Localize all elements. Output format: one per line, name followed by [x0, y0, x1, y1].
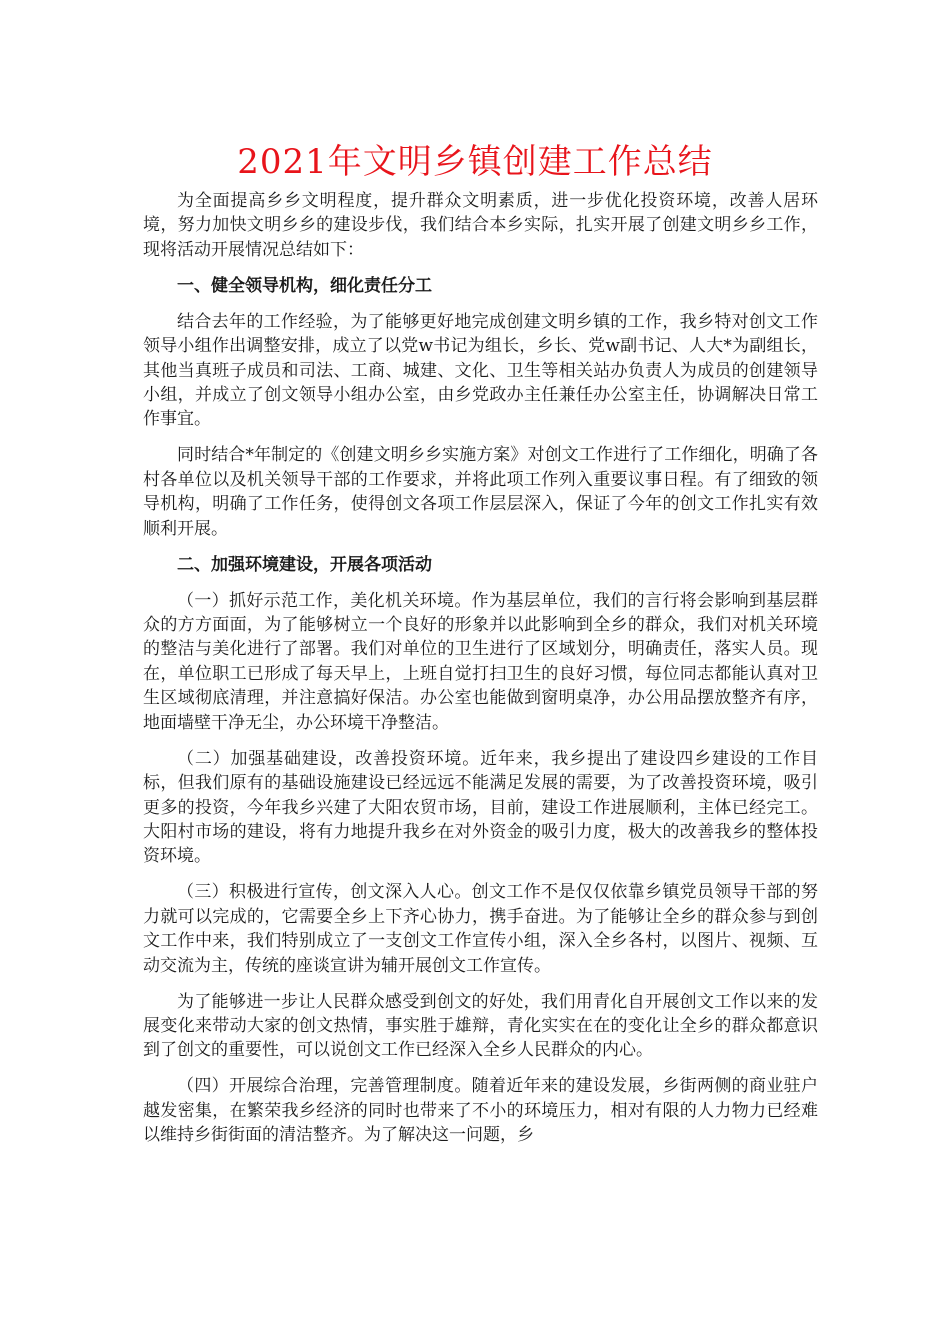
- document-title: 2021年文明乡镇创建工作总结: [237, 142, 713, 182]
- body-paragraph: 结合去年的工作经验，为了能够更好地完成创建文明乡镇的工作，我乡特对创文工作领导小组作出调整安排，成立了以党w书记为组长，乡长、党w副书记、人大*为副组长，其他当真班子成员和司法、工商、城建、文化、卫生等相关站办负责人为成员的创建领导小组，并成立了创文领导小组办公室，由乡党政办主任兼任办公室主任，协调解决日常工作事宜。: [143, 311, 818, 430]
- body-paragraph: （三）积极进行宣传，创文深入人心。创文工作不是仅仅依靠乡镇党员领导干部的努力就可以完成的，它需要全乡上下齐心协力，携手奋进。为了能够让全乡的群众参与到创文工作中来，我们特别成立了一支创文工作宣传小组，深入全乡各村，以图片、视频、互动交流为主，传统的座谈宣讲为辅开展创文工作宣传。: [143, 882, 818, 976]
- section-heading-1: 一、健全领导机构，细化责任分工: [177, 275, 432, 296]
- body-paragraph: （一）抓好示范工作，美化机关环境。作为基层单位，我们的言行将会影响到基层群众的方方面面，为了能够树立一个良好的形象并以此影响到全乡的群众，我们对机关环境的整洁与美化进行了部署。我们对单位的卫生进行了区域划分，明确责任，落实人员。现在，单位职工已形成了每天早上，上班自觉打扫卫生的良好习惯，每位同志都能认真对卫生区域彻底清理，并注意搞好保洁。办公室也能做到窗明桌净，办公用品摆放整齐有序，地面墙壁干净无尘，办公环境干净整洁。: [143, 590, 818, 733]
- body-paragraph: （二）加强基础建设，改善投资环境。近年来，我乡提出了建设四乡建设的工作目标，但我们原有的基础设施建设已经远远不能满足发展的需要，为了改善投资环境，吸引更多的投资，今年我乡兴建了大阳农贸市场，目前，建设工作进展顺利，主体已经完工。大阳村市场的建设，将有力地提升我乡在对外资金的吸引力度，极大的改善我乡的整体投资环境。: [143, 748, 818, 867]
- body-paragraph: 为了能够进一步让人民群众感受到创文的好处，我们用青化自开展创文工作以来的发展变化来带动大家的创文热情，事实胜于雄辩，青化实实在在的变化让全乡的群众都意识到了创文的重要性，可以说创文工作已经深入全乡人民群众的内心。: [143, 991, 818, 1061]
- body-paragraph: （四）开展综合治理，完善管理制度。随着近年来的建设发展，乡街两侧的商业驻户越发密集，在繁荣我乡经济的同时也带来了不小的环境压力，相对有限的人力物力已经难以维持乡街街面的清洁整齐。为了解决这一问题，乡: [143, 1076, 818, 1146]
- body-paragraph: 同时结合*年制定的《创建文明乡乡实施方案》对创文工作进行了工作细化，明确了各村各单位以及机关领导干部的工作要求，并将此项工作列入重要议事日程。有了细致的领导机构，明确了工作任务，使得创文各项工作层层深入，保证了今年的创文工作扎实有效顺利开展。: [143, 445, 818, 539]
- section-heading-2: 二、加强环境建设，开展各项活动: [177, 554, 432, 575]
- intro-paragraph: 为全面提高乡乡文明程度，提升群众文明素质，进一步优化投资环境，改善人居环境，努力加快文明乡乡的建设步伐，我们结合本乡实际，扎实开展了创建文明乡乡工作，现将活动开展情况总结如下：: [143, 191, 818, 260]
- document-body: [143, 189, 818, 1159]
